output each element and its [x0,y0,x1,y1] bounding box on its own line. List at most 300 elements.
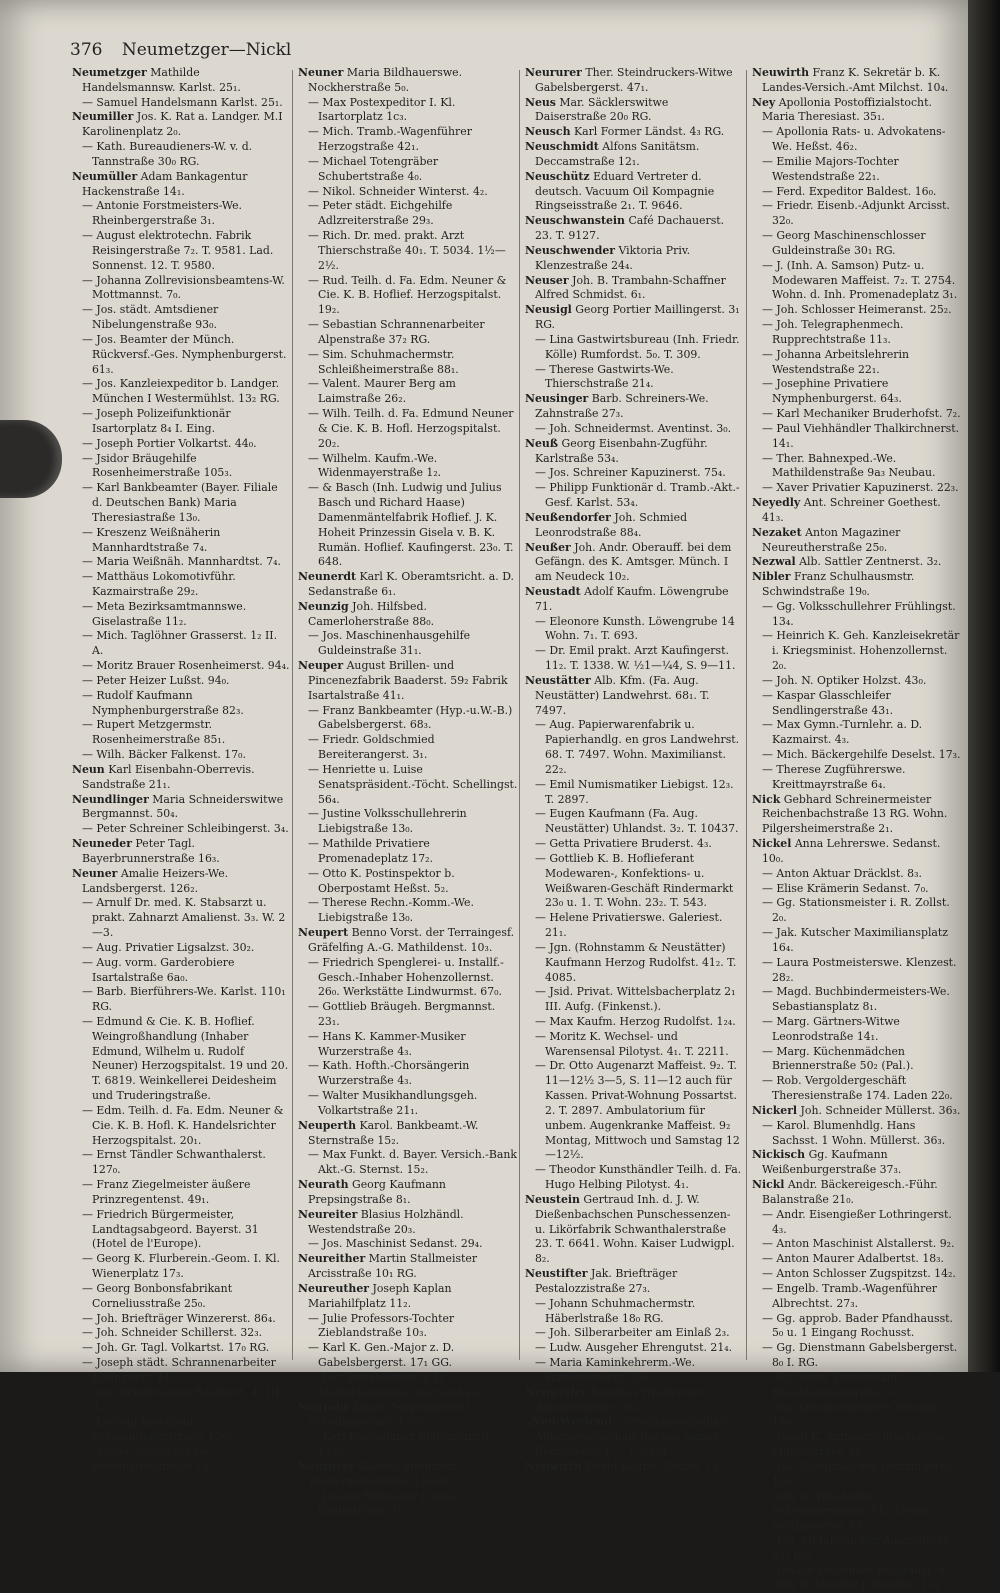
directory-entry [752,1460,964,1490]
entry-text: — Joh. N. Optiker Holzst. 43₀. [762,673,927,687]
directory-entry [752,407,964,422]
entry-surname: Neuwirth [752,66,810,79]
directory-entry [752,956,964,986]
entry-surname: Nickerl [752,1103,798,1117]
directory-entry [752,422,964,452]
entry-text: — Joh. Gr. Tagl. Volkartst. 17₀ RG. [82,1341,270,1355]
entry-text: — Gottlieb K. B. Hoflieferant Modewaren-, Konfektions- u. Weißwaren-Geschäft Rindermarkt 23₀ u. 1. T. Wohn. 23₂. T. 543. [535,851,734,910]
directory-entry [298,1460,518,1490]
entry-surname: Neuschwender [525,243,615,257]
directory-entry [525,985,743,1015]
directory-entry [72,1415,290,1445]
entry-text: — Lor. Bauassistent a. D. Mathildenstraße 9a₃ Neubau. [308,1370,482,1399]
directory-entry [525,466,743,481]
entry-text: — Kaspar Glasschleifer Sendlingerstraße 43₁. [762,688,894,717]
directory-entry [752,1148,964,1178]
directory-entry [752,1208,964,1238]
entry-text: — Anton Maschinist Alstallerst. 9₂. [762,1237,955,1251]
directory-entry [72,941,290,956]
directory-entry [298,1059,518,1089]
directory-entry [752,600,964,630]
entry-surname: Neuß [525,436,559,450]
entry-text: — Mathilde Privatiere Promenadeplatz 17₂. [308,837,433,865]
entry-text: — Julie Professors-Tochter Zieblandstraße 10₃. [308,1311,455,1340]
entry-surname: „Neu-Westend“ [525,1415,619,1429]
entry-text: Martin Stallmeister Arcisstraße 10₁ RG. [308,1252,478,1281]
entry-text: Jak. Briefträger Pestalozzistraße 27₃. [535,1267,678,1295]
directory-entry [298,155,518,185]
directory-entry [525,333,743,363]
entry-surname: Neureither [298,1252,366,1266]
entry-text: — Maria Kaminkehrerm.-We. Haimhauserst. 25₂. [535,1356,696,1384]
directory-entry [752,318,964,348]
directory-entry [72,140,290,170]
entry-text: — Kreszenz Weißnäherin Mannhardtstraße 7₄. [82,525,221,554]
entry-text: — Anton Aktuar Dräcklst. 8₃. [762,866,922,880]
directory-entry [525,1193,743,1267]
entry-text: — Peter Schreiner Schleibingerst. 3₄. [82,822,289,836]
directory-entry [525,244,743,274]
entry-text: — Arnulf Dr. med. K. Stabsarzt u. prakt. Zahnarzt Amalienst. 3₃. W. 2—3. [82,896,286,940]
entry-text: — Jos. Schreiner Kapuzinerst. 75₄. [535,466,726,480]
directory-entry [525,96,743,126]
entry-text: — Sebastian Schrannenarbeiter Alpenstraße 37₂ RG. [308,318,485,346]
directory-entry [298,407,518,451]
entry-text: — Ther. Bahnexped.-We. Mathildenstraße 9a₃ Neubau. [762,451,936,480]
entry-text: — Georg Bonbonsfabrikant Corneliusstraße 25₀. [82,1281,233,1310]
entry-surname: Neundlinger [72,792,149,806]
directory-entry [752,155,964,185]
entry-text: Ant. Schreiner Goethest. 41₃. [762,496,941,524]
entry-text: — Mich. Taglöhner Grasserst. 1₂ II. A. [82,629,278,658]
entry-text: — Lina Gastwirtsbureau (Inh. Friedr. Kölle) Rumfordst. 5₀. T. 309. [535,332,740,361]
directory-entry [72,837,290,867]
entry-text: August Brillen- und Pincenezfabrik Baaderst. 59₂ Fabrik Isartalstraße 41₁. [308,659,508,702]
directory-entry [298,1208,518,1238]
directory-entry [525,1415,743,1459]
entry-text: — Dr. Emil prakt. Arzt Kaufingerst. 11₂. T. 1338. W. ½1—¼4, S. 9—11. [535,644,736,673]
entry-surname: Nibler [752,570,791,584]
entry-text: — & Basch (Inh. Ludwig und Julius Basch und Richard Haase) Damenmäntelfabrik Hoflief. J. K. Hoheit Prinzessin Gisela v. B. K. Rumän. Hoflief. Kaufingerst. 23₀. T. 648. [308,481,514,569]
entry-surname: Neuner [72,866,118,880]
entry-text: Peter Tagl. Bayerbrunnerstraße 16₃. [82,837,220,865]
entry-text: — Meta Bezirksamtmannswe. Giselastraße 11₂. [82,599,247,628]
entry-text: Mathilde Handelsmannsw. Karlst. 25₁. [82,66,241,94]
entry-text: — Johann Reisender Belgradst. 8₂. [762,1563,953,1577]
entry-text: — Antonie Forstmeisters-We. Rheinbergerstraße 3₁. [82,199,243,228]
directory-entry [525,837,743,852]
entry-surname: Neus [525,95,556,109]
directory-entry [525,644,743,674]
entry-text: — Edmund & Cie. K. B. Hoflief. Weingroßhandlung (Inhaber Edmund, Wilhelm u. Rudolf Neuner) Herzogspitalst. 19 und 20. T. 6819. Weinkellerei Deidesheim und Truderingstraße. [82,1015,289,1103]
directory-entry [298,1178,518,1208]
directory-entry [525,1030,743,1060]
directory-entry [525,214,743,244]
entry-text: — Joh. Schneider Jckstattst. 13₄. [762,1578,942,1592]
directory-entry [298,1148,518,1178]
directory-entry [752,1371,964,1401]
directory-entry [752,674,964,689]
directory-entry [72,1356,290,1386]
page-header [70,40,950,68]
entry-surname: Neunzig [298,599,349,613]
entry-text: Benno Vorst. der Terraingesf. Gräfelfing A.-G. Mathildenst. 10₃. [308,926,515,954]
directory-entry [525,778,743,808]
directory-entry [752,1578,964,1593]
entry-text: — Helene Privatierswe. Galeriest. 21₁. [535,911,723,940]
entry-surname: Neunerdt [298,570,357,584]
entry-text: — Friedrich Spenglerei- u. Installf.-Gesch.-Inhaber Hohenzollernst. 26₀. Werkstätte Lindwurmst. 67₀. [308,955,504,999]
entry-text: — Therese Rechn.-Komm.-We. Liebigstraße 13₀. [308,896,474,925]
directory-entry [525,511,743,541]
entry-text: — Friedr. Eisenb.-Adjunkt Arcisst. 32₀. [762,199,950,228]
directory-entry [298,1089,518,1119]
entry-surname: Neusch [525,125,571,139]
entry-text: — Joseph städt. Schrannenarbeiter Eglingerst. 14₂. [82,1356,276,1384]
entry-text: Gabriel Steinmetz Westermühlstraße 13₁ RG. [308,1459,459,1488]
directory-entry [72,170,290,200]
entry-text: — Karl Mechaniker Bruderhofst. 7₂. [762,407,961,421]
directory-entry [752,882,964,897]
entry-text: — Paul Viehhändler Thalkirchnerst. 14₁. [762,421,960,450]
entry-text: — Emilie Majors-Tochter Westendstraße 22₁. [762,154,899,183]
entry-text: — Jak. Kutscher Maximiliansplatz 16₄. [762,926,949,954]
directory-entry [752,689,964,719]
entry-text: — Laura Postmeisterswe. Klenzest. 28₂. [762,955,957,984]
entry-text: Joseph Kaplan Mariahilfplatz 11₂. [308,1281,452,1310]
entry-text: Adolf Kaufm. Löwengrube 71. [535,584,729,613]
entry-text: — Philipp Funktionär d. Tramb.-Akt.-Gesf. Karlst. 53₄. [535,481,740,510]
entry-text: — Apollonia Rats- u. Advokatens-We. Heßst. 46₂. [762,125,946,154]
directory-entry [525,170,743,214]
directory-entry [72,377,290,407]
entry-text: — Elise Krämerin Sedanst. 7₀. [762,881,929,895]
directory-entry [72,956,290,986]
directory-entry [298,318,518,348]
directory-entry [72,659,290,674]
entry-text: — Magd. Buchbindermeisters-We. Sebastiansplatz 8₁. [762,985,950,1014]
entry-text: — Joh. Schneidermst. Aventinst. 3₀. [535,421,732,435]
entry-text: — Heinrich K. Geh. Kanzleisekretär i. Kriegsminist. Hohenzollernst. 2₀. [762,629,960,673]
directory-entry [298,733,518,763]
directory-entry [298,185,518,200]
directory-entry [298,452,518,482]
entry-text: Karl Former Ländst. 4₃ RG. [573,125,725,139]
entry-text: — Mich. Tramb.-Wagenführer Herzogstraße 42₁. [308,125,472,154]
entry-surname: Neusigl [525,303,572,317]
entry-text: — Rudolf Kaufmann Nymphenburgerstraße 82₃. [82,688,244,717]
entry-surname: Neurohr [298,1400,350,1414]
entry-surname: Neuschütz [525,169,590,183]
entry-text: David Kaufm. Kohlst. 1a₂. [585,1459,727,1473]
directory-entry [752,1534,964,1564]
entry-text: — Barb. Bierführers-We. Karlst. 110₁ RG. [82,985,286,1014]
directory-entry [298,1371,518,1401]
entry-surname: Neuner [298,66,344,79]
directory-entry [298,125,518,155]
entry-text: — Michael Totengräber Schubertstraße 4₀. [308,154,439,183]
entry-text: — Ferd. Expeditor Baldest. 16₀. [762,184,937,198]
directory-entry [525,66,743,96]
directory-entry [298,1119,518,1149]
directory-entry [298,1341,518,1371]
directory-entry [72,110,290,140]
entry-text: — Emil Numismatiker Liebigst. 12₃. T. 2897. [535,777,734,806]
directory-entry [525,1341,743,1356]
directory-entry [72,822,290,837]
entry-surname: Neuperth [298,1118,357,1132]
directory-entry [752,1312,964,1342]
directory-entry [525,422,743,437]
entry-text: — Joh. u. Tabakhdlg. Schommerstraße 11₃. Gesch. Neuhauserst. 11₀. [762,1489,933,1533]
directory-entry [752,867,964,882]
directory-entry [298,1282,518,1312]
entry-text: — Andr. Eisengießer Lothringerst. 4₃. [762,1207,952,1236]
column-divider [292,70,293,1360]
entry-text: Karl Eisenbahn-Oberrevis. Sandstraße 21₁. [82,762,255,791]
entry-text: — Jsidor Bräugehilfe Rosenheimerstraße 105₃. [82,451,233,480]
entry-text: — Maria Weißnäh. Mannhardtst. 7₄. [82,555,281,569]
directory-entry [525,1015,743,1030]
directory-entry [298,1252,518,1282]
directory-entry [298,199,518,229]
entry-text: Joh. B. Trambahn-Schaffner Alfred Schmidst. 6₁. [535,273,726,302]
entry-text: — Joseph Portier Volkartst. 44₀. [82,436,257,450]
entry-text: Café Dachauerst. 23. T. 9127. [535,214,725,243]
entry-surname: Nezaket [752,525,802,539]
entry-text: — Moritz K. Wechsel- und Warensensal Pilotyst. 4₁. T. 2211. [535,1029,729,1058]
directory-entry [72,481,290,525]
directory-entry [525,1326,743,1341]
directory-entry [752,452,964,482]
directory-entry [752,985,964,1015]
entry-text: — Jakob K. Amtsgerichtssekretär Müllerstraße 31₃. [762,1430,946,1459]
entry-text: Barb. Schreiners-We. Zahnstraße 27₃. [535,392,709,421]
entry-text: — Rud. Teilh. d. Fa. Edm. Neuner & Cie. K. B. Hoflief. Herzogspitalst. 19₂. [308,273,507,317]
entry-text: — Max Postexpeditor I. Kl. Isartorplatz 1c₃. [308,95,456,124]
directory-entry [525,303,743,333]
directory-entry [525,392,743,422]
entry-surname: Neururer [525,66,582,79]
entry-text: — Joh. Silberarbeiter am Einlaß 2₃. [535,1326,730,1340]
entry-text: — Kath. Bureaudieners-W. v. d. Tannstraße 30₀ RG. [82,140,253,168]
entry-text: — Gg. approb. Bader Pfandhausst. 5₀ u. 1 Eingang Rochusst. [762,1311,953,1340]
entry-text: — Jos. Maschinenhausgehilfe Guldeinstraße 31₁. [308,629,471,658]
directory-entry [72,229,290,273]
directory-entry [298,807,518,837]
entry-text: Georg Portier Maillingerst. 3₁ RG. [535,303,740,332]
entry-text: — Friedr. Goldschmied Bereiterangerst. 3₁. [308,733,435,762]
entry-surname: Neuser [525,273,569,287]
directory-entry [525,852,743,911]
entry-text: Georg Eisenbahn-Zugführ. Karlstraße 53₄. [535,436,708,465]
directory-entry [752,199,964,229]
entry-text: — Joh. Briefträger Winzererst. 86₄. [82,1311,276,1325]
entry-text: — Ernst Tändler Schwanthalerst. 127₀. [82,1148,266,1177]
entry-surname: Neuschwanstein [525,214,625,228]
directory-entry [72,437,290,452]
entry-text: Georg Kaufmann Prepsingstraße 8₁. [308,1178,446,1206]
entry-text: — Joh. Schneider Schillerst. 32₃. [82,1326,263,1340]
entry-text: — Aug. Privatier Ligsalzst. 30₂. [82,940,255,954]
entry-text: Franz Schulhausmstr. Schwindstraße 19₀. [762,570,915,598]
entry-text: Adam Bankagentur Hackenstraße 14₁. [82,169,248,198]
entry-surname: Ney [752,95,776,109]
entry-text: — Moritz Brauer Rosenheimerst. 94₄. [82,659,290,673]
directory-entry [752,555,964,570]
directory-entry [752,1401,964,1431]
entry-surname: Neumiller [72,110,134,124]
entry-text: — Nikol. Schneider Winterst. 4₂. [308,184,488,198]
directory-entry [525,140,743,170]
entry-text: — Valent. Maurer Berg am Laimstraße 26₂. [308,377,456,406]
directory-entry [752,1119,964,1149]
entry-text: Mar. Säcklerswitwe Daiserstraße 20₀ RG. [535,95,669,124]
entry-text: — Sim. Schuhmachermstr. Schleißheimerstraße 88₁. [308,347,459,376]
entry-text: Amalie Heizers-We. Landsbergerst. 126₂. [82,866,229,895]
running-title: Neumetzger—Nickl [121,40,292,60]
entry-text: — Jos. Beamter der Münch. Rückversf.-Ges. Nymphenburgerst. 61₃. [82,332,287,376]
directory-entry [298,1430,518,1460]
directory-entry [525,541,743,585]
directory-entry [72,66,290,96]
entry-text: Gertraud Inh. d. J. W. Dießenbachschen Punschessenzen- u. Likörfabrik Schwanthalerstraße 23. T. 6641. Wohn. Kaiser Ludwigpl. 8₂. [535,1192,735,1266]
directory-entry [72,274,290,304]
entry-surname: Neustifter [525,1267,588,1281]
entry-text: Gebhard Schreinermeister Reichenbachstraße 13 RG. Wohn. Pilgersheimerstraße 2₁. [762,792,948,836]
directory-entry [525,1267,743,1297]
entry-text: — August elektrotechn. Fabrik Reisingerstraße 7₂. T. 9581. Lad. Sonnenst. 12. T. 9580. [82,229,274,272]
column-divider [746,70,747,1360]
directory-entry [72,793,290,823]
entry-text: Joh. Hilfsbed. Camerloherstraße 88₀. [308,599,435,628]
entry-text: — Peter städt. Eichgehilfe Adlzreiterstraße 29₃. [308,199,453,228]
entry-text: — Kath. Hofth.-Chorsängerin Wurzerstraße 4₃. [308,1059,470,1088]
entry-surname: Nick [752,792,781,806]
directory-entry [752,526,964,556]
directory-entry [72,748,290,763]
directory-entry [525,807,743,837]
entry-text: Joh. Schmied Leonrodstraße 88₄. [535,510,688,539]
entry-text: Gg. Kaufmann Weißenburgerstraße 37₃. [762,1148,902,1177]
directory-entry [298,659,518,703]
entry-text: Eduard Vertreter d. deutsch. Vacuum Oil Kompagnie Ringseisstraße 2₁. T. 9646. [535,169,715,213]
directory-entry [72,1252,290,1282]
entry-text: — Joh. Schlosser Heimeranst. 25₂. [762,303,952,317]
entry-text: — Jos. Maschinist Sedanst. 29₄. [308,1237,483,1251]
entry-text: — Jos. Kanzleiexpeditor b. Landger. München I Westermühlst. 13₂ RG. [82,377,280,406]
directory-entry [298,481,518,570]
entry-text: — Xaver Privatier Kapuzinerst. 22₃. [762,481,959,495]
entry-text: — Wilh. Bäcker Falkenst. 17₀. [82,748,246,762]
column-divider [519,70,520,1360]
directory-entry [72,407,290,437]
entry-text: — Therese Gastwirts-We. Thierschstraße 21₄. [535,362,674,391]
directory-entry [525,363,743,393]
directory-column-1 [72,66,290,1473]
directory-entry [525,481,743,511]
directory-entry [752,748,964,763]
directory-column-4 [752,66,964,1592]
directory-entry [72,674,290,689]
entry-text: — Max Kaufm. Herzog Rudolfst. 1₂₄. [535,1015,736,1028]
directory-entry [72,600,290,630]
directory-entry [72,452,290,482]
directory-entry [72,96,290,111]
entry-text: — Jos. städt. Amtsdiener Nibelungenstraße 93₀. [82,303,219,332]
entry-text: Franz K. Sekretär b. K. Landes-Versich.-Amt Milchst. 10₄. [762,66,949,94]
entry-surname: Neußendorfer [525,510,611,524]
entry-text: — Dr. Otto Augenarzt Maffeist. 9₂. T. 11—12½ 3—5, S. 11—12 auch für Kassen. Privat-Wohnung Possartst. 2. T. 2897. Ambulatorium für unbem. Augenkranke Maffeist. 9₂ Montag, Mittwoch und Samstag 12—12½. [535,1059,740,1162]
entry-text: — Jos. Schriftsetzer Baaderst. 4₃ III. A. [82,1385,283,1414]
directory-entry [298,96,518,126]
entry-surname: Neyedly [752,496,801,510]
entry-text: — Hans K. Kammer-Musiker Wurzerstraße 4₃. [308,1029,466,1058]
directory-entry [525,1460,743,1475]
directory-column-2 [298,66,518,1518]
directory-entry [72,896,290,940]
directory-entry [752,1252,964,1267]
entry-surname: Neuschmidt [525,140,599,154]
directory-entry [72,985,290,1015]
directory-entry [525,615,743,645]
entry-text: — Aug. Papierwarenfabrik u. Papierhandlg. en gros Landwehrst. 68. T. 7497. Wohn. Maximilianst. 22₂. [535,718,740,776]
entry-text: Karl K. Oberamtsricht. a. D. Sedanstraße 6₁. [308,570,515,598]
directory-entry [752,1074,964,1104]
directory-entry [525,674,743,718]
directory-entry [752,185,964,200]
directory-entry [752,793,964,837]
entry-text: — Karl K. Gen.-Major z. D. Gabelsbergerst. 17₁ GG. [308,1341,455,1370]
entry-surname: Neuwirth [525,1459,583,1473]
entry-text: — Jak. Schuhmacher Lothringerst. 16₃. [762,1459,954,1488]
entry-text: — Engelb. Tramb.-Wagenführer Albrechtst. 27₃. [762,1281,938,1310]
entry-surname: Neußer [525,540,571,554]
directory-entry [298,348,518,378]
directory-entry [752,377,964,407]
entry-text: — Mich. Bäckergehilfe Deselst. 17₃. [762,748,961,762]
directory-entry [525,125,743,140]
directory-entry [72,570,290,600]
entry-text: — Joh. Telegraphenmech. Rupprechtstraße 11₃. [762,318,904,346]
entry-text: Anna Lehrerswe. Sedanst. 10₀. [762,837,941,865]
directory-entry [298,1030,518,1060]
directory-entry [72,867,290,897]
entry-text: — J. (Inh. A. Samson) Putz- u. Modewaren Maffeist. 7₂. T. 2754. Wohn. d. Inh. Promenadeplatz 3₁. [762,258,958,302]
entry-text: Jakob Zeugfeldwebel Schellingstraße 138₃. [308,1400,469,1429]
directory-entry [298,274,518,318]
directory-entry [752,1104,964,1119]
entry-text: — Matthäus Lokomotivführ. Kazmairstraße 29₂. [82,570,236,598]
directory-entry [752,1237,964,1252]
entry-text: Anton Magaziner Neureutherstraße 25₀. [762,525,901,554]
directory-entry [72,1208,290,1252]
directory-entry [752,1045,964,1075]
entry-surname: Neupert [298,926,349,940]
directory-entry [298,1000,518,1030]
directory-entry [298,763,518,807]
entry-text: — Rupert Metzgermstr. Rosenheimerstraße 85₁. [82,718,226,747]
directory-entry [752,837,964,867]
entry-text: — Gg. Stationsmeister i. R. Zollst. 2₀. [762,896,950,925]
directory-entry [752,629,964,673]
directory-entry [525,585,743,615]
directory-entry [298,837,518,867]
entry-text: — Johanna Arbeitslehrerin Westendstraße 22₁. [762,347,909,376]
entry-text: — Maria Ausgehers-We. Reisenstuelstraße 13₁. [82,1445,217,1473]
entry-text: — Joh. Metallhändler Adlzreiterst. 21₀ RG. [762,1533,952,1562]
entry-text: Joh. Andr. Oberauff. bei dem Gefängn. des K. Amtsger. Münch. I am Neudeck 10₂. [535,540,732,584]
